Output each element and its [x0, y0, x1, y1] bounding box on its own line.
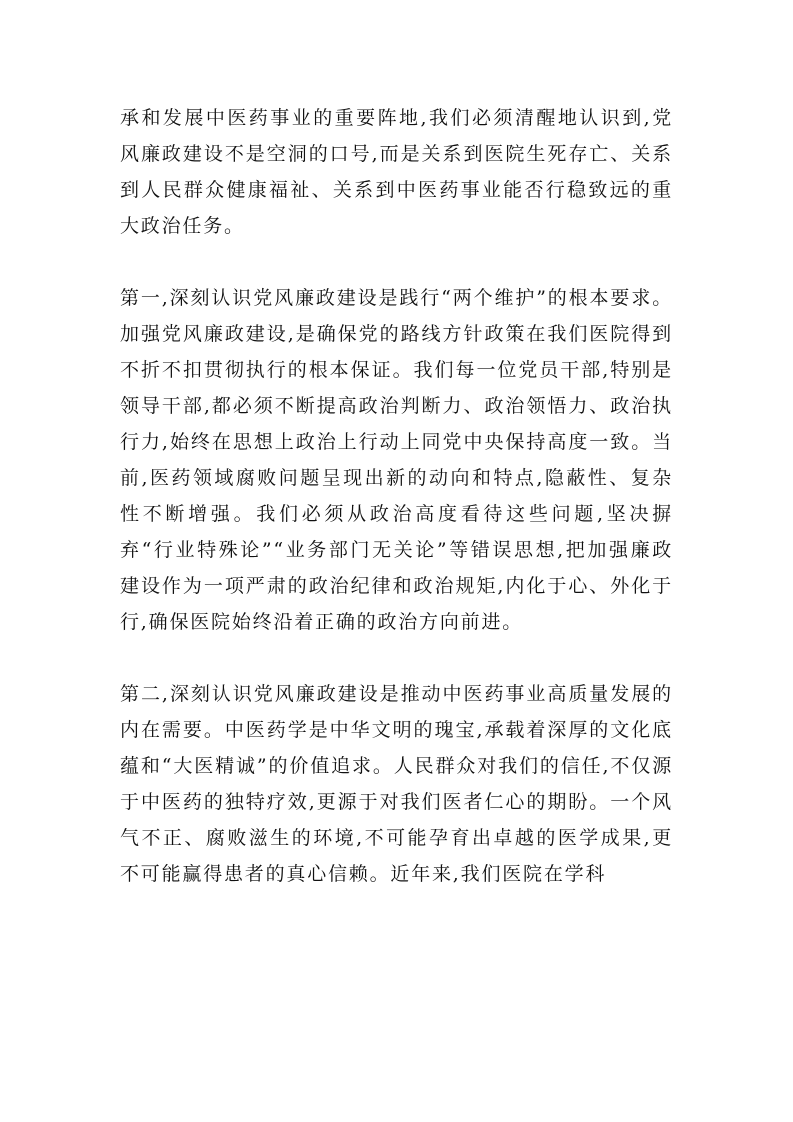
paragraph-intro: 承和发展中医药事业的重要阵地,我们必须清醒地认识到,党风廉政建设不是空洞的口号,而是关系到医院生死存亡、关系到人民群众健康福祉、关系到中医药事业能否行稳致远的重大政治任务。	[120, 107, 673, 237]
paragraph-second-point: 第二,深刻认识党风廉政建设是推动中医药事业高质量发展的内在需要。中医药学是中华文明的瑰宝,承载着深厚的文化底蕴和“大医精诚”的价值追求。人民群众对我们的信任,不仅源于中医药的独特疗效,更源于对我们医者仁心的期盼。一个风气不正、腐败滋生的环境,不可能孕育出卓越的医学成果,更不可能赢得患者的真心信赖。近年来,我们医院在学科	[120, 683, 673, 885]
paragraph-first-point: 第一,深刻认识党风廉政建设是践行“两个维护”的根本要求。加强党风廉政建设,是确保党的路线方针政策在我们医院得到不折不扣贯彻执行的根本保证。我们每一位党员干部,特别是领导干部,都必须不断提高政治判断力、政治领悟力、政治执行力,始终在思想上政治上行动上同党中央保持高度一致。当前,医药领域腐败问题呈现出新的动向和特点,隐蔽性、复杂性不断增强。我们必须从政治高度看待这些问题,坚决摒弃“行业特殊论”“业务部门无关论”等错误思想,把加强廉政建设作为一项严肃的政治纪律和政治规矩,内化于心、外化于行,确保医院始终沿着正确的政治方向前进。	[120, 287, 673, 633]
document-page	[120, 100, 673, 892]
